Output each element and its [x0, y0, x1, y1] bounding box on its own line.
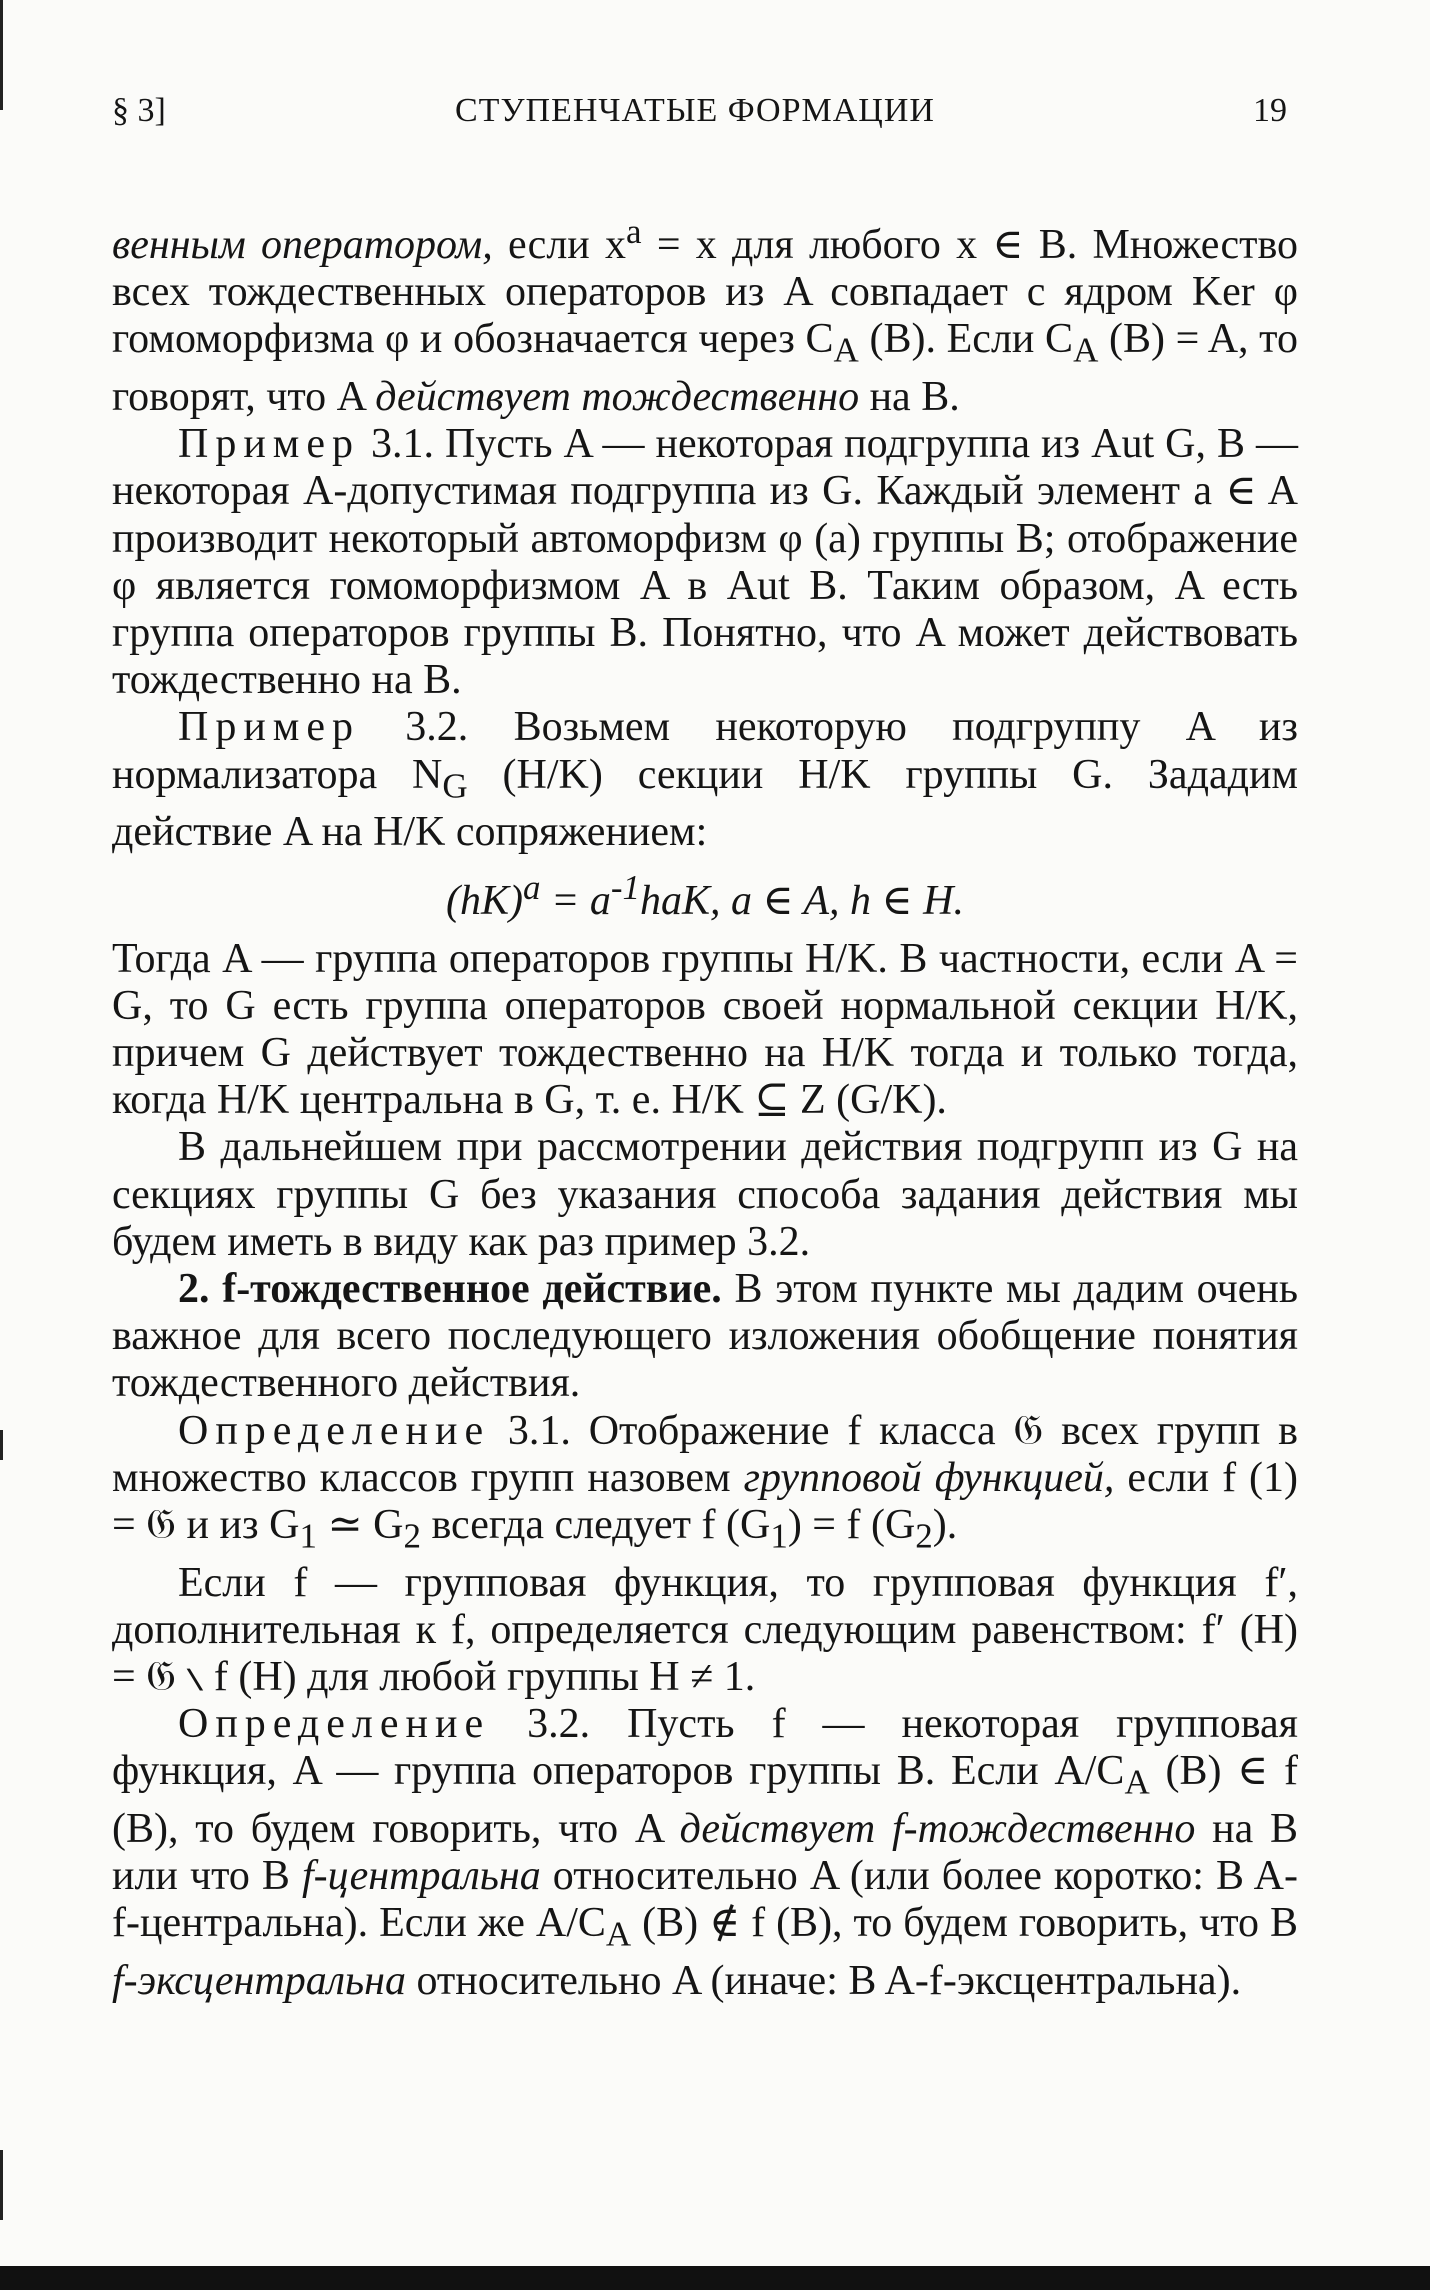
definition-3-2: Определение 3.2. Пусть f — некоторая групповая функция, A — группа операторов группы B. Если $A/C_A$ (B) ∈ f (B), то будем говорить, что A действует f-тождественно на B или что B f-центральна относительно A (или более коротко: B A-f-центральна). Если же $A/C_A$ (B) ∉ f (B), то будем говорить, что B f-эксцентральна относительно A (иначе: B A-f-эксцентральна).	[112, 1701, 1299, 2005]
scan-edge-mark	[0, 1430, 3, 1460]
scan-edge-mark	[0, 2150, 3, 2220]
scan-edge-mark	[0, 0, 3, 110]
example-3-2: Пример 3.2. Возьмем некоторую подгруппу A из нормализатора $N_G$ (H/K) секции H/K группы G. Зададим действие A на H/K сопряжением:	[112, 704, 1299, 856]
subsection-f-identity: 2. f-тождественное действие. В этом пункте мы дадим очень важное для всего последующего изложения обобщение понятия тождественного действия.	[112, 1266, 1298, 1407]
conjugation-formula: $(hK)^a = a^{-1}haK$, a ∈ A, h ∈ H.	[446, 868, 964, 925]
definition-label: Определение	[178, 1701, 491, 1748]
definition-label: Определение	[178, 1407, 491, 1454]
page-body	[112, 208, 1298, 2005]
paragraph-complementary-function: Если f — групповая функция, то групповая функция f′, дополнительная к f, определяется следующим равенством: f′ (H) = 𝔊 ∖ f (H) для любой группы H ≠ 1.	[112, 1559, 1298, 1701]
running-title: СТУПЕНЧАТЫЕ ФОРМАЦИИ	[455, 92, 935, 129]
page-number: 19	[1253, 92, 1287, 129]
example-3-1: Пример 3.1. Пусть A — некоторая подгруппа из Aut G, B — некоторая A-допустимая подгруппа из G. Каждый элемент a ∈ A производит некоторый автоморфизм φ (a) группы B; отображение φ является гомоморфизмом A в Aut B. Таким образом, A есть группа операторов группы B. Понятно, что A может действовать тождественно на B.	[112, 421, 1298, 704]
section-marker: § 3]	[112, 92, 166, 129]
example-label: Пример	[178, 421, 361, 468]
scan-bottom-edge	[0, 2266, 1430, 2290]
definition-3-1: Определение 3.1. Отображение f класса 𝔊 всех групп в множество классов групп назовем групповой функцией, если f (1) = 𝔊 и из $G_1$ ≃ $G_2$ всегда следует f $(G_1) = f$ $(G_2)$.	[112, 1407, 1299, 1556]
paragraph-convention: В дальнейшем при рассмотрении действия подгрупп из G на секциях группы G без указания способа задания действия мы будем иметь в виду как раз пример 3.2.	[112, 1124, 1298, 1265]
paragraph-identity-operator: венным оператором, если $x^a = x$ для любого x ∈ B. Множество всех тождественных операторов из A совпадает с ядром Ker φ гомоморфизма φ и обозначается через $C_A$ (B). Если $C_A$ (B) = A, то говорят, что A действует тождественно на B.	[112, 212, 1298, 420]
paragraph-operator-group: Тогда A — группа операторов группы H/K. В частности, если A = G, то G есть группа операторов своей нормальной секции H/K, причем G действует тождественно на H/K тогда и только тогда, когда H/K центральна в G, т. е. H/K ⊆ Z (G/K).	[112, 935, 1298, 1124]
subsection-heading: 2. f-тождественное действие.	[178, 1266, 722, 1313]
example-label: Пример	[178, 704, 361, 751]
